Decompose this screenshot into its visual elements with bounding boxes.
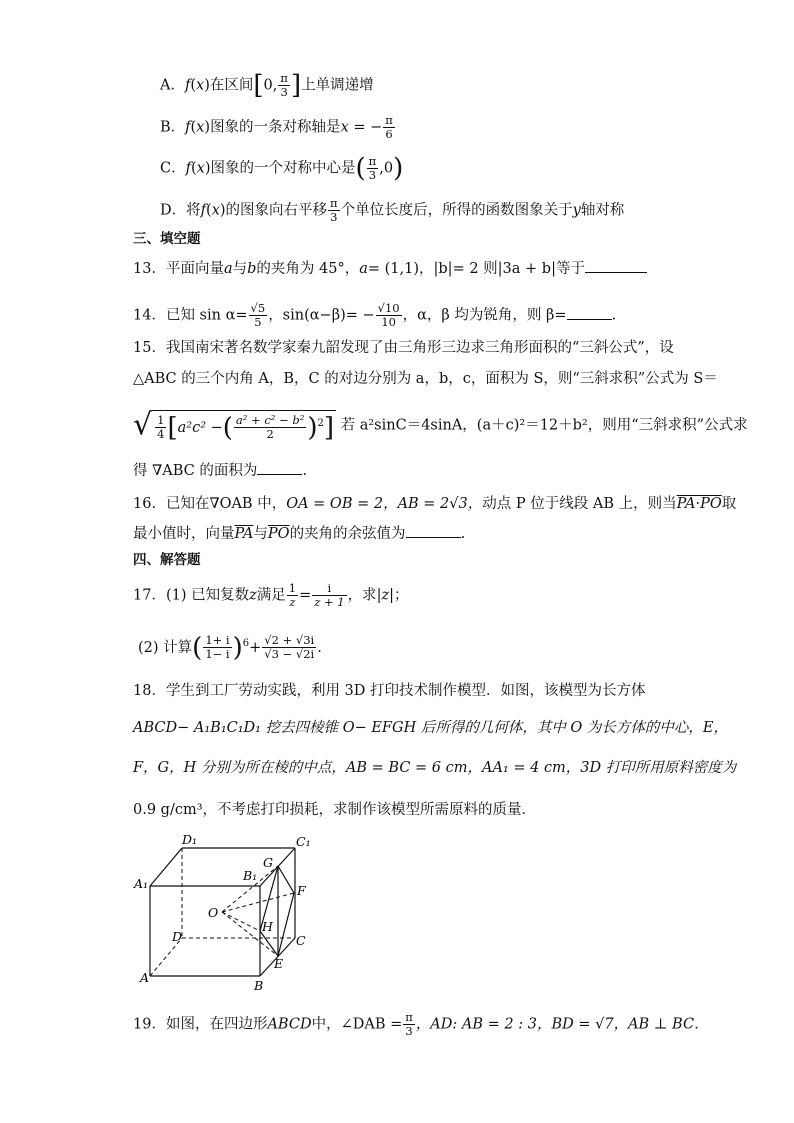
question-18-line1: 18．学生到工厂劳动实践，利用 3D 打印技术制作模型．如图，该模型为长方体 [133, 683, 646, 699]
label-o: O [208, 905, 219, 920]
label-d1: D₁ [182, 832, 198, 847]
cuboid-figure [130, 830, 330, 995]
section-answer-heading: 四、解答题 [133, 552, 201, 568]
question-18-line2: ABCD− A₁B₁C₁D₁ 挖去四棱锥 O− EFGH 后所得的几何体，其中 O 为长方体的中心，E， [133, 720, 729, 736]
edge-oh [222, 912, 260, 931]
question-18-line3: F，G，H 分别为所在棱的中点，AB = BC = 6 cm，AA₁ = 4 cm，3D 打印所用原料密度为 [133, 760, 737, 776]
question-17-part1: 17．(1) 已知复数z满足 $\frac{1}{z}$ = $\frac{i}{z + 1}$ ，求|z|； [133, 581, 409, 609]
label-b: B [254, 978, 264, 993]
label-c1: C₁ [296, 834, 311, 849]
label-g: G [263, 855, 273, 870]
question-18-line4: 0.9 g/cm³，不考虑打印损耗，求制作该模型所需原料的质量． [133, 802, 537, 818]
label-f: F [297, 883, 306, 898]
edge-a1d1 [150, 848, 182, 886]
option-c: C．f(x)图象的一个对称中心是( $\frac{\pi}{3}$ ,0) [160, 153, 404, 184]
label-c: C [296, 933, 306, 948]
label-b1: B₁ [243, 868, 258, 883]
edge-gf [278, 866, 294, 893]
question-13: 13．平面向量a与b的夹角为 45°，a= (1,1)，|b|= 2 则|3a + b|等于 [133, 259, 647, 279]
label-h: H [262, 919, 273, 934]
label-d: D [172, 929, 183, 944]
question-16-line1: 16．已知在∇OAB 中，OA = OB = 2，AB = 2√3，动点 P 位于线段 AB 上，则当PA·PO取 [133, 496, 737, 512]
question-15-formula: √ $\frac{1}{4}$ [a²c² −( $\frac{\text{a² + c² − b²}}{2}$ )$^2$] 若 a²sinC＝4sinA，(a＋c)²＝12＋b²，则用“三斜求积”公式求 [133, 407, 748, 443]
question-14: 14．已知 sin α= $\frac{√5}{5}$ ，sin(α−β)= − $\frac{√10}{10}$ ，α，β 均为锐角，则 β= . [133, 301, 617, 329]
option-b: B．f(x)图象的一条对称轴是x = − $\frac{\pi}{6}$ [160, 113, 393, 141]
label-a1: A₁ [134, 876, 149, 891]
section-fill-in-heading: 三、填空题 [133, 231, 201, 247]
label-e: E [274, 956, 284, 971]
label-a: A [140, 970, 150, 985]
option-a: A．f(x)在区间[0, $\frac{\pi}{3}$ ]上单调递增 [160, 70, 374, 101]
question-16-line2: 最小值时，向量$\overline{PA}$与$\overline{PO}$的夹角的余弦值为 . [133, 526, 466, 542]
option-d: D．将f(x)的图象向右平移 $\frac{\pi}{3}$ 个单位长度后，所得的函数图象关于y轴对称 [160, 196, 625, 224]
question-15-line1: 15．我国南宋著名数学家秦九韶发现了由三角形三边求三角形面积的“三斜公式”，设 [133, 340, 674, 356]
question-15-line4: 得 ∇ABC 的面积为 . [133, 463, 307, 479]
question-15-line2: △ABC 的三个内角 A，B，C 的对边分别为 a，b，c，面积为 S，则“三斜求积”公式为 S＝ [133, 371, 718, 387]
question-19: 19．如图，在四边形ABCD中，∠DAB = $\frac{\pi}{3}$ ，AD: AB = 2 : 3，BD = √7，AB ⊥ BC． [133, 1010, 709, 1038]
question-17-part2: (2) 计算( $\frac{1+ i}{1- i}$ )$^6$+ $\frac{√2 + √3i}{√3 - √2i}$ . [138, 632, 322, 663]
edge-fe [278, 893, 294, 956]
